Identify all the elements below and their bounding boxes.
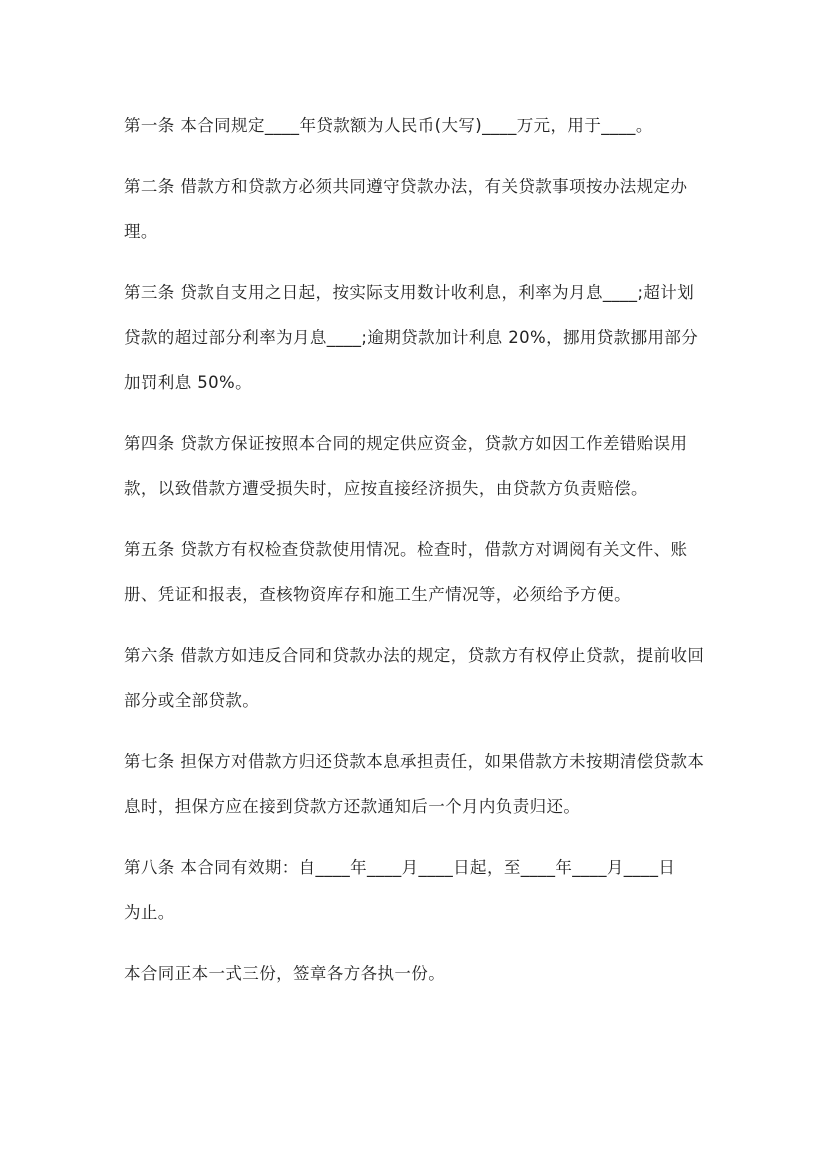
- clause-line: 加罚利息 50%。: [124, 373, 253, 392]
- clause-line: 第三条 贷款自支用之日起，按实际支用数计收利息，利率为月息____;超计划: [124, 283, 695, 302]
- clause-line: 理。: [124, 222, 158, 241]
- contract-clause: [124, 845, 724, 935]
- contract-clause: [124, 164, 724, 254]
- clause-line: 息时，担保方应在接到贷款方还款通知后一个月内负责归还。: [124, 797, 581, 816]
- clause-line: 为止。: [124, 903, 175, 922]
- clause-line: 第八条 本合同有效期：自____年____月____日起，至____年____月____日: [124, 858, 676, 877]
- clause-line: 贷款的超过部分利率为月息____;逾期贷款加计利息 20%，挪用贷款挪用部分: [124, 328, 699, 347]
- contract-clause: [124, 739, 724, 829]
- document-body: [124, 103, 724, 1012]
- clause-line: 部分或全部贷款。: [124, 691, 260, 710]
- clause-line: 第六条 借款方如违反合同和贷款办法的规定，贷款方有权停止贷款，提前收回: [124, 646, 705, 665]
- contract-clause: [124, 421, 724, 511]
- clause-line: 第一条 本合同规定____年贷款额为人民币(大写)____万元，用于____。: [124, 116, 653, 135]
- clause-line: 第二条 借款方和贷款方必须共同遵守贷款办法，有关贷款事项按办法规定办: [124, 177, 688, 196]
- contract-clause: [124, 527, 724, 617]
- contract-clause: [124, 951, 724, 996]
- contract-clause: [124, 103, 724, 148]
- clause-line: 册、凭证和报表，查核物资库存和施工生产情况等，必须给予方便。: [124, 585, 631, 604]
- clause-line: 第五条 贷款方有权检查贷款使用情况。检查时，借款方对调阅有关文件、账: [124, 540, 688, 559]
- clause-line: 第七条 担保方对借款方归还贷款本息承担责任，如果借款方未按期清偿贷款本: [124, 752, 705, 771]
- clause-line: 本合同正本一式三份，签章各方各执一份。: [124, 964, 446, 983]
- clause-line: 款，以致借款方遭受损失时，应按直接经济损失，由贷款方负责赔偿。: [124, 479, 648, 498]
- clause-line: 第四条 贷款方保证按照本合同的规定供应资金，贷款方如因工作差错贻误用: [124, 434, 688, 453]
- contract-clause: [124, 270, 724, 405]
- contract-clause: [124, 633, 724, 723]
